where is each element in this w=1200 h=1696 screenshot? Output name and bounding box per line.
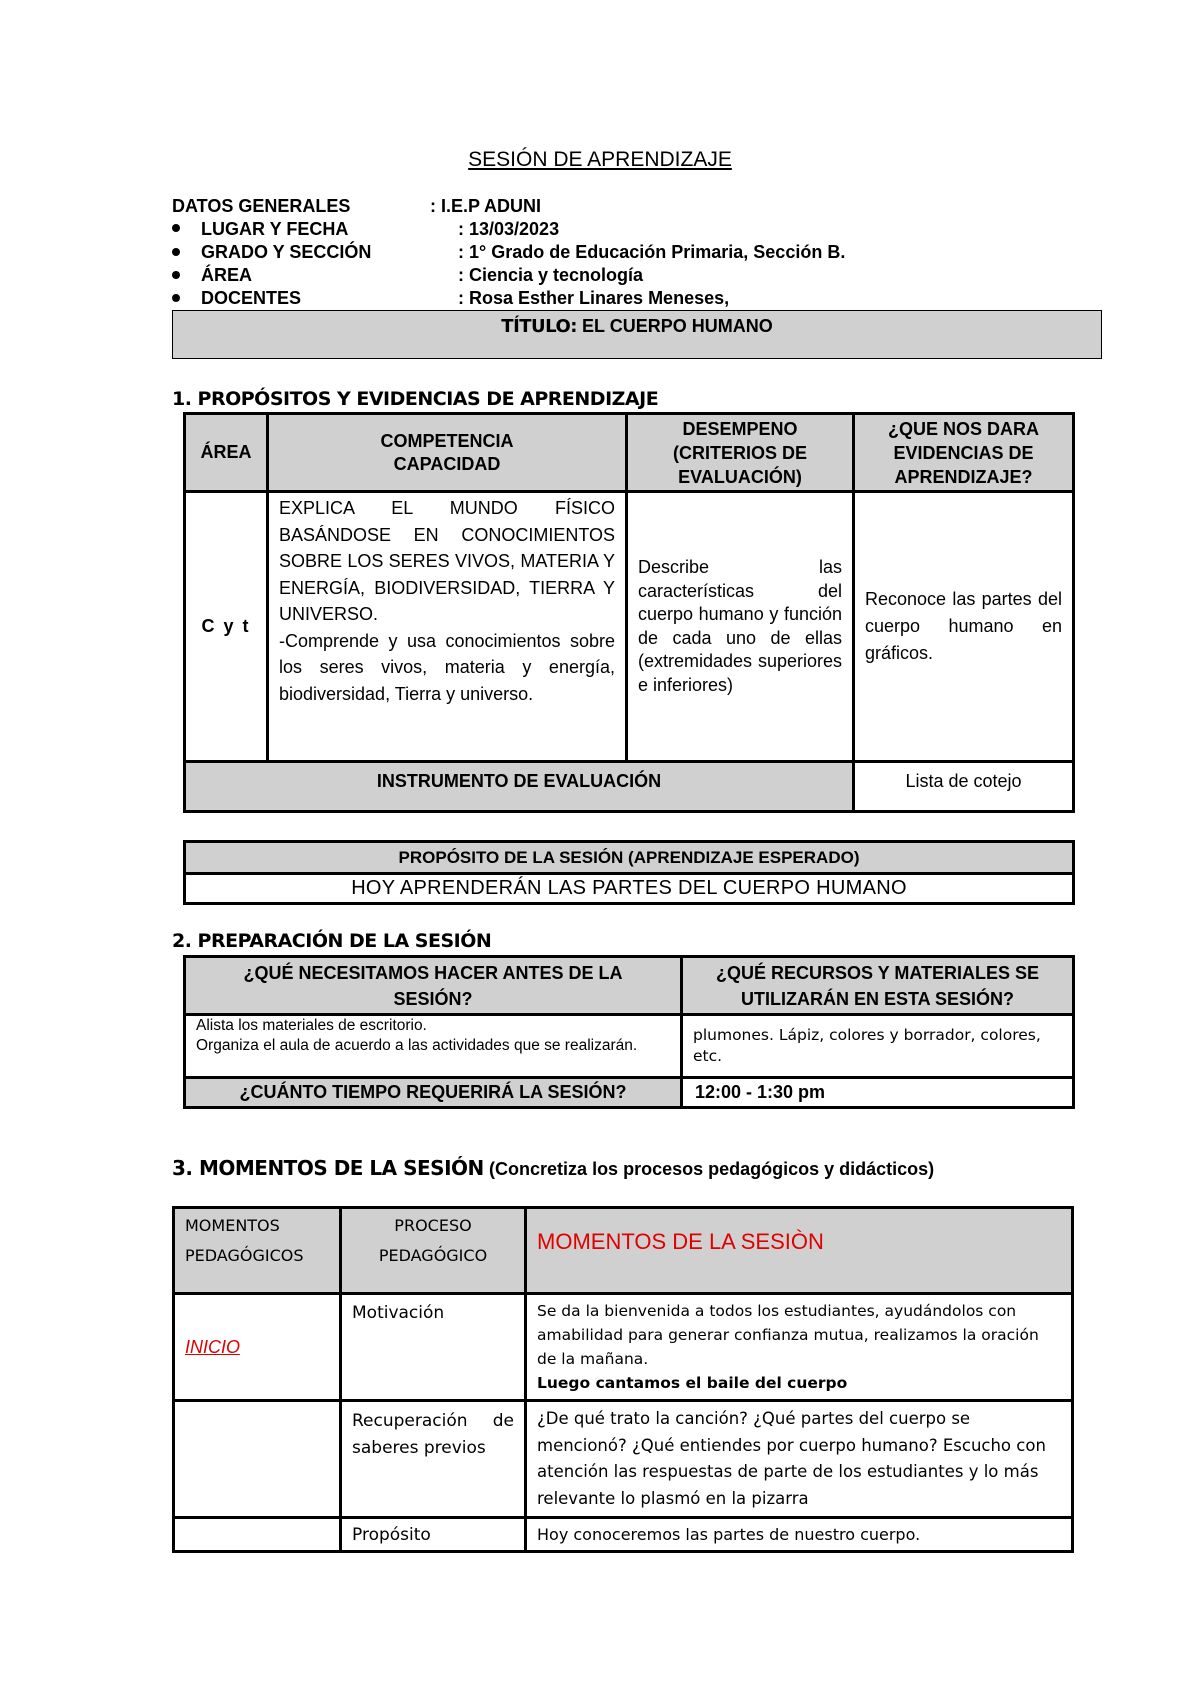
tiempo-row <box>185 1078 1074 1108</box>
momento-empty <box>174 1401 341 1518</box>
proposito-value: HOY APRENDERÁN LAS PARTES DEL CUERPO HUMANO <box>185 874 1074 904</box>
table-row <box>174 1518 1073 1552</box>
header-area: ÁREA <box>185 414 268 492</box>
header-line: APRENDIZAJE? <box>894 466 1033 487</box>
evidencia-text: Reconoce las partes del cuerpo humano en gráficos. <box>854 492 1074 762</box>
header-momentos <box>174 1208 341 1294</box>
header-line: (CRITERIOS DE <box>672 442 807 463</box>
header-competencia <box>268 414 627 492</box>
desc-proposito: Hoy conoceremos las partes de nuestro cuerpo. <box>526 1518 1073 1552</box>
competencia-cell <box>268 492 627 762</box>
antes-line: Organiza el aula de acuerdo a las actividades que se realizarán. <box>196 1037 638 1054</box>
area-value: C y t <box>185 492 268 762</box>
datos-generales-label: DATOS GENERALES <box>172 196 351 216</box>
info-value: : 13/03/2023 <box>458 219 560 239</box>
header-antes <box>185 957 682 1015</box>
proposito-label-row <box>185 842 1074 874</box>
header-line: ¿QUÉ NECESITAMOS HACER ANTES DE LA <box>243 962 623 983</box>
header-line: UTILIZARÁN EN ESTA SESIÓN? <box>740 988 1014 1009</box>
tiempo-value: 12:00 - 1:30 pm <box>682 1078 1074 1108</box>
header-line: SESIÓN? <box>393 988 473 1009</box>
info-label: LUGAR Y FECHA <box>201 219 349 239</box>
desc-text: Se da la bienvenida a todos los estudiantes, ayudándolos con amabilidad para generar confianza mutua, realizamos la oración de la mañana. <box>537 1302 1039 1368</box>
section3-heading: 3. MOMENTOS DE LA SESIÓN <box>172 1156 484 1180</box>
header-line: EVALUACIÓN) <box>678 466 802 487</box>
titulo-label: TÍTULO: <box>501 316 577 337</box>
antes-line: Alista los materiales de escritorio. <box>196 1017 427 1034</box>
section1-heading: 1. PROPÓSITOS Y EVIDENCIAS DE APRENDIZAJE <box>172 388 659 410</box>
header-line: ¿QUÉ RECURSOS Y MATERIALES SE <box>715 962 1040 983</box>
propositos-table <box>183 412 1075 813</box>
info-value: : 1° Grado de Educación Primaria, Sección B. <box>458 242 846 262</box>
header-evidencias <box>854 414 1074 492</box>
bullet-icon <box>172 271 180 279</box>
table-row <box>174 1294 1073 1401</box>
header-line: PEDAGÓGICO <box>378 1246 488 1265</box>
table-row <box>185 1015 1074 1078</box>
info-value: : Rosa Esther Linares Meneses, <box>458 288 730 308</box>
instrumento-value: Lista de cotejo <box>854 762 1074 812</box>
header-capacidad-line: CAPACIDAD <box>393 453 501 474</box>
desempeno-text: Describe las características del cuerpo humano y función de cada uno de ellas (extremidades superiores e inferiores) <box>627 492 854 762</box>
info-value: : Ciencia y tecnología <box>458 265 644 285</box>
recursos-text: plumones. Lápiz, colores y borrador, colores, etc. <box>682 1015 1074 1078</box>
page-title: SESIÓN DE APRENDIZAJE <box>468 148 732 171</box>
antes-cell <box>185 1015 682 1078</box>
desc-motivacion <box>526 1294 1073 1401</box>
header-recursos <box>682 957 1074 1015</box>
instrumento-label: INSTRUMENTO DE EVALUACIÓN <box>185 762 854 812</box>
instrumento-row <box>185 762 1074 812</box>
proceso-recuperacion: Recuperación de saberes previos <box>341 1401 526 1518</box>
momento-inicio: INICIO <box>174 1294 341 1401</box>
proceso-motivacion: Motivación <box>341 1294 526 1401</box>
section2-heading: 2. PREPARACIÓN DE LA SESIÓN <box>172 930 492 952</box>
info-label: GRADO Y SECCIÓN <box>201 242 372 262</box>
header-desempeno <box>627 414 854 492</box>
competencia-text: EXPLICA EL MUNDO FÍSICO BASÁNDOSE EN CONOCIMIENTOS SOBRE LOS SERES VIVOS, MATERIA Y ENERGÍA, BIODIVERSIDAD, TIERRA Y UNIVERSO. <box>279 498 615 624</box>
header-line: MOMENTOS <box>185 1216 280 1235</box>
header-line: PROCESO <box>394 1216 472 1235</box>
header-proceso <box>341 1208 526 1294</box>
section3-subheading: (Concretiza los procesos pedagógicos y didácticos) <box>489 1159 935 1179</box>
tiempo-label: ¿CUÁNTO TIEMPO REQUERIRÁ LA SESIÓN? <box>185 1078 682 1108</box>
header-line: DESEMPENO <box>682 418 798 439</box>
desc-bold-text: Luego cantamos el baile del cuerpo <box>537 1374 848 1392</box>
titulo-box <box>172 310 1102 359</box>
proposito-value-row <box>185 874 1074 904</box>
preparacion-table <box>183 955 1075 1109</box>
table-row <box>185 492 1074 762</box>
bullet-icon <box>172 248 180 256</box>
proposito-table <box>183 840 1075 905</box>
header-momentos-sesion: MOMENTOS DE LA SESIÒN <box>526 1208 1073 1294</box>
bullet-icon <box>172 294 180 302</box>
desc-recuperacion: ¿De qué trato la canción? ¿Qué partes del cuerpo se mencionó? ¿Qué entiendes por cuerpo humano? Escucho con atención las respuestas de parte de los estudiantes y lo más relevante lo plasmó en la pizarra <box>526 1401 1073 1518</box>
header-competencia-line: COMPETENCIA <box>380 430 514 451</box>
table-row <box>174 1401 1073 1518</box>
table-header-row <box>185 414 1074 492</box>
table-header-row <box>185 957 1074 1015</box>
momento-empty <box>174 1518 341 1552</box>
proceso-proposito: Propósito <box>341 1518 526 1552</box>
capacidad-text: -Comprende y usa conocimientos sobre los seres vivos, materia y energía, biodiversidad, Tierra y universo. <box>279 630 615 704</box>
info-label: DOCENTES <box>201 288 302 308</box>
institution-value: : I.E.P ADUNI <box>430 196 542 216</box>
header-line: PEDAGÓGICOS <box>185 1246 304 1265</box>
bullet-icon <box>172 224 180 232</box>
proposito-label: PROPÓSITO DE LA SESIÓN (APRENDIZAJE ESPERADO) <box>185 842 1074 874</box>
momentos-table <box>172 1206 1074 1553</box>
table-header-row <box>174 1208 1073 1294</box>
header-line: ¿QUE NOS DARA <box>887 418 1039 439</box>
section3-heading-block <box>172 1156 972 1182</box>
header-line: EVIDENCIAS DE <box>893 442 1034 463</box>
titulo-value: EL CUERPO HUMANO <box>582 316 773 336</box>
info-label: ÁREA <box>201 265 253 285</box>
